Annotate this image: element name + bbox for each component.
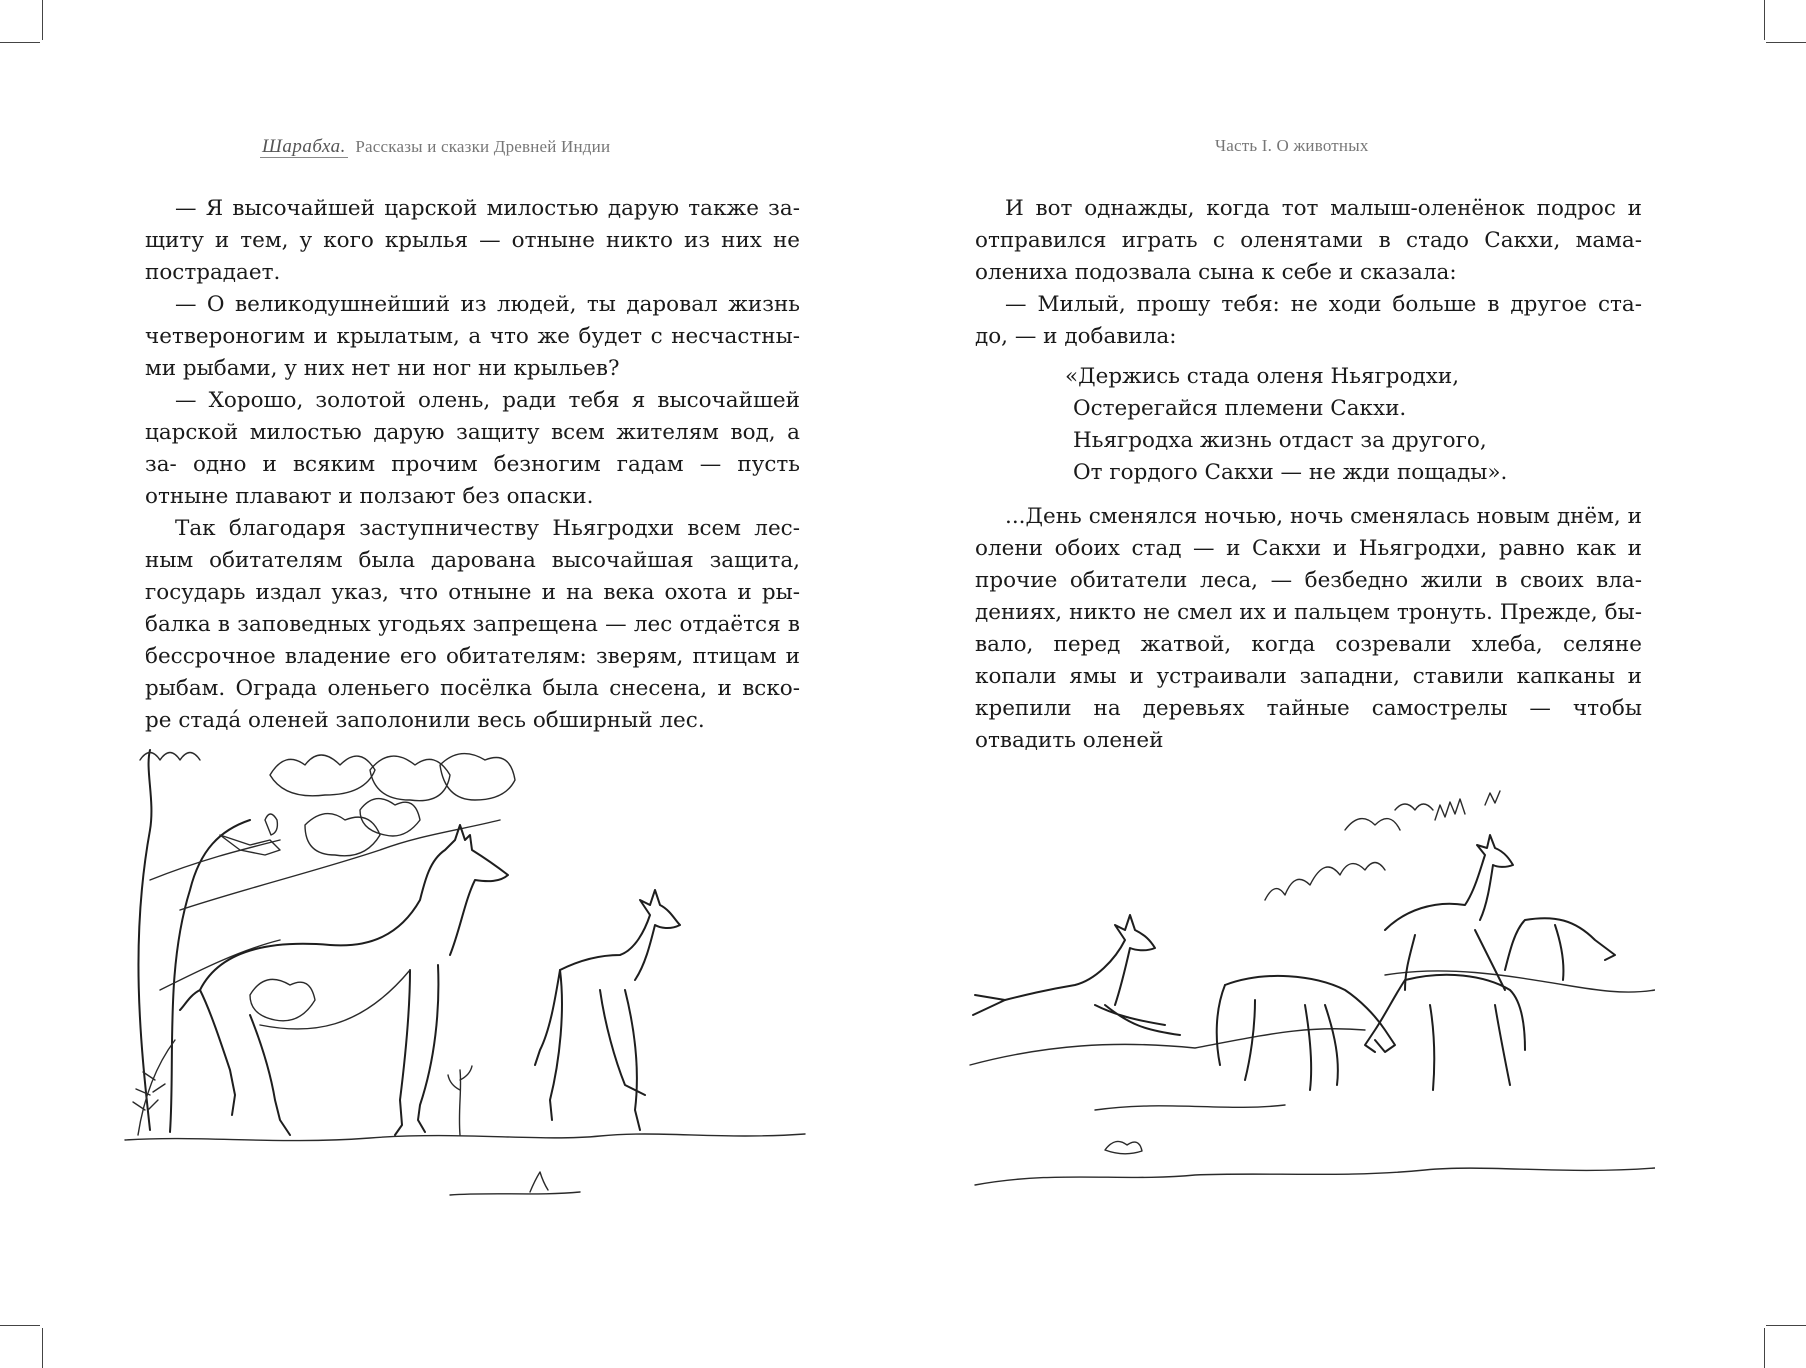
verse-line: От гордого Сакхи — не жди пощады». xyxy=(1073,460,1508,485)
verse-line: Остерегайся племени Сакхи. xyxy=(1073,396,1407,421)
crop-mark xyxy=(0,42,40,43)
paragraph xyxy=(145,193,800,289)
verse-line: «Держись стада оленя Ньягродхи, xyxy=(1065,364,1460,389)
text-line: в бессрочное владение его обитателям: зверям, птицам xyxy=(145,612,800,669)
text-line: и рыбам. Ограда оленьего посёлка была снесена, и вско- xyxy=(145,644,800,701)
text-line: олениха подозвала сына к себе и сказала: xyxy=(975,260,1457,285)
text-line: ми рыбами, у них нет ни ног ни крыльев? xyxy=(145,356,620,381)
crop-mark xyxy=(42,0,43,40)
text-line: — Милый, прошу тебя: не ходи больше в другое ста- xyxy=(1005,292,1642,317)
text-line: и отправился играть с оленятами в стадо Сакхи, мама- xyxy=(975,196,1642,253)
text-line: — Я высочайшей царской милостью дарую также за- xyxy=(175,196,800,221)
text-line: ным обитателям была дарована высочайшая защита, xyxy=(145,548,800,573)
text-line: плавают и ползают без опаски. xyxy=(235,484,594,509)
text-line: балка в заповедных угодьях запрещена — лес отдаётся xyxy=(145,612,781,637)
paragraph xyxy=(975,193,1642,289)
left-page-text xyxy=(145,193,800,737)
text-line: ...День сменялся ночью, ночь сменялась новым днём, xyxy=(1005,504,1621,529)
text-line: царской милостью дарую защиту всем жителям вод, а за- xyxy=(145,420,800,477)
left-running-head xyxy=(260,136,610,158)
crop-mark xyxy=(0,1325,40,1326)
crop-mark xyxy=(1766,42,1806,43)
text-line: четвероногим и крылатым, а что же будет с несчастны- xyxy=(145,324,800,349)
right-running-head xyxy=(1215,136,1369,156)
text-line: И вот однажды, когда тот малыш-оленёнок подрос xyxy=(1005,196,1616,221)
text-line: и прочие обитатели леса, — безбедно жили в своих вла- xyxy=(975,536,1642,593)
paragraph xyxy=(145,513,800,737)
text-line: дениях, никто не смел их и пальцем тронуть. Прежде, бы- xyxy=(975,600,1642,625)
deer-herd-illustration xyxy=(965,790,1655,1200)
crop-mark xyxy=(1764,1328,1765,1368)
right-page-text xyxy=(975,193,1642,757)
verse-line: Ньягродха жизнь отдаст за другого, xyxy=(1073,428,1487,453)
paragraph xyxy=(145,385,800,513)
verse xyxy=(1065,361,1642,489)
text-line: ямы и устраивали западни, ставили капканы и крепили xyxy=(975,664,1642,721)
chapter-title: Часть I. О животных xyxy=(1215,136,1369,155)
series-logo: Шарабха. xyxy=(262,136,346,157)
text-line: Так благодаря заступничеству Ньягродхи всем лес- xyxy=(175,516,800,541)
text-line: одно и всяким прочим безногим гадам — пусть отныне xyxy=(145,452,800,509)
text-line: пострадает. xyxy=(145,260,281,285)
text-line: щиту и тем, у кого крылья — отныне никто из них не xyxy=(145,228,800,253)
paragraph xyxy=(145,289,800,385)
deer-under-tree-illustration xyxy=(120,740,810,1200)
book-title: Рассказы и сказки Древней Индии xyxy=(355,137,611,156)
text-line: государь издал указ, что отныне и на века охота и ры- xyxy=(145,580,800,605)
text-line: и олени обоих стад — и Сакхи и Ньягродхи, равно как xyxy=(975,504,1642,561)
text-line: — Хорошо, золотой олень, ради тебя я высочайшей xyxy=(175,388,800,413)
text-line: до, — и добавила: xyxy=(975,324,1177,349)
paragraph xyxy=(975,289,1642,353)
crop-mark xyxy=(42,1328,43,1368)
crop-mark xyxy=(1766,1325,1806,1326)
crop-mark xyxy=(1764,0,1765,40)
text-line: ре стада́ оленей заполонили весь обширный лес. xyxy=(145,708,705,733)
text-line: вало, перед жатвой, когда созревали хлеба, селяне копали xyxy=(975,632,1642,689)
paragraph xyxy=(975,501,1642,757)
text-line: на деревьях тайные самострелы — чтобы отвадить оленей xyxy=(975,696,1642,753)
text-line: — О великодушнейший из людей, ты даровал жизнь xyxy=(175,292,800,317)
